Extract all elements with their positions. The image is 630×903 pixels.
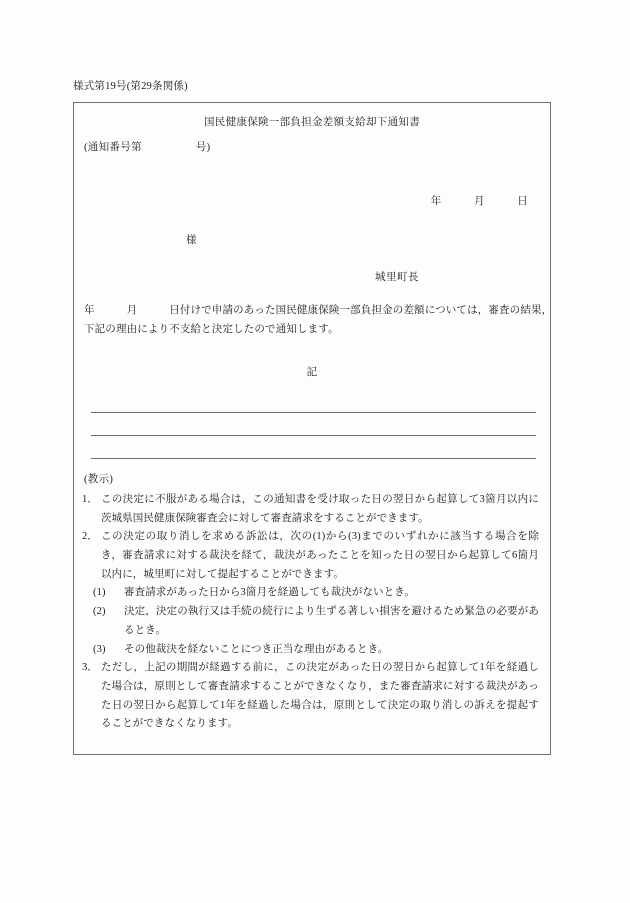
notice-frame-inner [74, 103, 553, 754]
body-paragraph-lead: 年 月 日付けで申請のあった国民健康保険一部負担金の差額については，審査の結果， [84, 305, 553, 316]
instruction-sub-marker: (3) [93, 643, 106, 655]
addressee-honorific: 様 [186, 235, 197, 246]
instruction-sub-item [82, 641, 539, 660]
notice-frame [73, 102, 551, 755]
instruction-sub-list [82, 584, 539, 659]
reason-line [91, 436, 536, 459]
form-number-label: 様式第19号(第29条関係) [73, 81, 188, 92]
instructions-list [82, 491, 539, 734]
notice-number-field: (通知番号第 号) [84, 142, 211, 153]
instruction-sub-text: 審査請求があった日から3箇月を経過しても裁決がないとき。 [124, 587, 416, 599]
body-paragraph [84, 301, 553, 340]
ki-mark: 記 [306, 367, 318, 378]
instruction-text: この決定に不服がある場合は，この通知書を受け取った日の翌日から起算して3箇月以内に茨城県国民健康保険審査会に対して審査請求をすることができます。 [101, 494, 539, 524]
instruction-item [82, 659, 539, 734]
instruction-sub-item [82, 603, 539, 640]
instruction-item [82, 491, 539, 528]
instruction-marker: 2． [82, 531, 98, 543]
instruction-sub-marker: (1) [93, 587, 106, 599]
reason-line [91, 413, 536, 436]
instruction-text: ただし，上記の期間が経過する前に，この決定があった日の翌日から起算して1年を経過した場合は，原則として審査請求することができなくなり，また審査請求に対する裁決があった日の翌日から起算して1年を経過した場合は，原則として決定の取り消しの訴えを提起することができなくなります。 [101, 662, 539, 730]
instruction-text: この決定の取り消しを求める訴訟は，次の(1)から(3)までのいずれかに該当する場合を除き，審査請求に対する裁決を経て，裁決があったことを知った日の翌日から起算して6箇月以内に，城里町に対して提起することができます。 [101, 531, 539, 580]
reason-write-in-area [91, 390, 536, 459]
issuer-name: 城里町長 [375, 272, 419, 283]
instruction-marker: 3． [82, 662, 98, 674]
instruction-sub-text: その他裁決を経ないことにつき正当な理由があるとき。 [124, 643, 389, 655]
reason-line [91, 390, 536, 413]
instruction-sub-marker: (2) [93, 606, 106, 618]
instruction-item [82, 528, 539, 584]
document-title: 国民健康保険一部負担金差額支給却下通知書 [204, 117, 420, 128]
instruction-marker: 1． [82, 494, 98, 505]
instructions-section-label: (教示) [84, 474, 114, 485]
instruction-sub-text: 決定，決定の執行又は手続の続行により生ずる著しい損害を避けるため緊急の必要があるとき。 [124, 606, 539, 636]
issue-date-field: 年 月 日 [430, 196, 528, 207]
instruction-sub-item [82, 584, 539, 603]
body-paragraph-rest: 下記の理由により不支給と決定したので通知します。 [84, 324, 339, 336]
